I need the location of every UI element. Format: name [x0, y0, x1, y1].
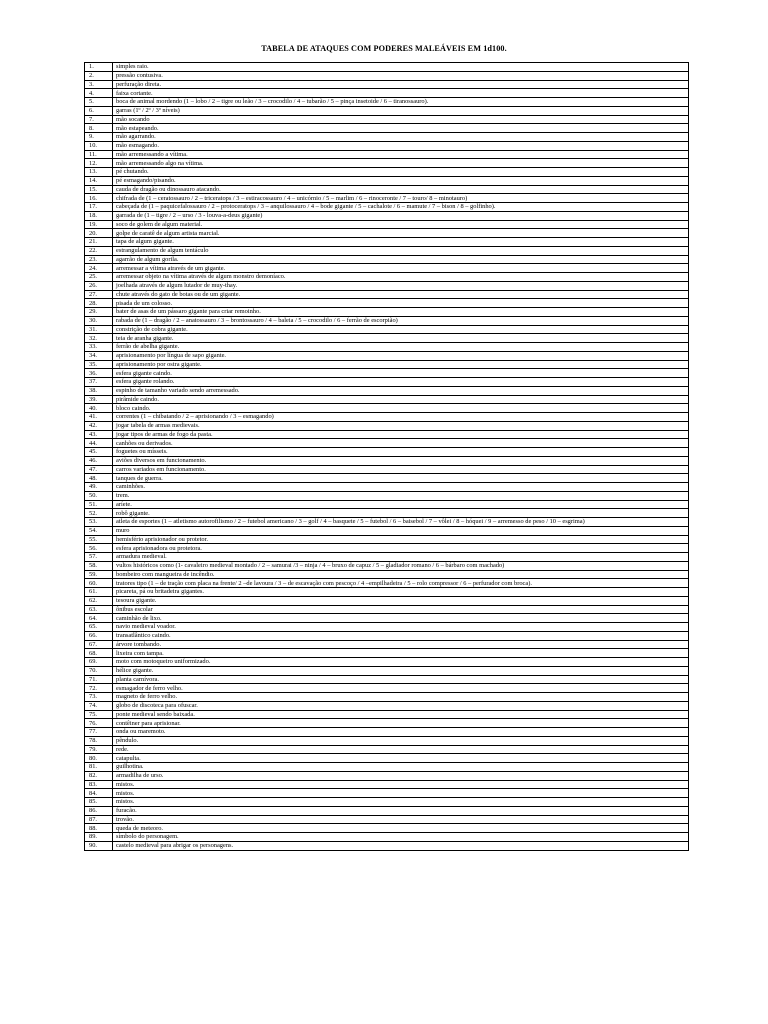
row-description: globo de discoteca para ofuscar. — [113, 701, 689, 710]
row-description: armadilha de urso. — [113, 771, 689, 780]
table-row — [85, 474, 689, 483]
row-description: aviões diversos em funcionamento. — [113, 456, 689, 465]
attacks-table — [84, 62, 689, 851]
row-description: trem. — [113, 491, 689, 500]
row-description: bombeiro com mangueira de incêndio. — [113, 570, 689, 579]
row-description: pressão contusiva. — [113, 71, 689, 80]
row-description: boca de animal mordendo (1 – lobo / 2 – tigre ou leão / 3 – crocodilo / 4 – tubarão / 5 – pinça insetoide / 6 – tiranossauro). — [113, 98, 689, 107]
table-row — [85, 728, 689, 737]
table-row — [85, 185, 689, 194]
table-row — [85, 841, 689, 850]
row-description: aprisionamento por língua de sapo gigante. — [113, 351, 689, 360]
row-description: pé esmagando/pisando. — [113, 176, 689, 185]
table-row — [85, 526, 689, 535]
table-row — [85, 649, 689, 658]
row-number: 33. — [85, 343, 113, 352]
row-description: aríete. — [113, 500, 689, 509]
row-number: 60. — [85, 579, 113, 588]
row-description: furacão. — [113, 806, 689, 815]
row-description: cabeçada de (1 – paquicefalossauro / 2 – protoceratops / 3 – anquilossauro / 4 – bode gigante / 5 – cachalote / 6 – mamute / 7 – bison / 8 – golfinho). — [113, 203, 689, 212]
row-number: 5. — [85, 98, 113, 107]
table-row — [85, 378, 689, 387]
row-description: canhões ou derivados. — [113, 439, 689, 448]
row-description: tanques de guerra. — [113, 474, 689, 483]
table-row — [85, 518, 689, 527]
table-row — [85, 211, 689, 220]
row-number: 41. — [85, 413, 113, 422]
row-number: 17. — [85, 203, 113, 212]
row-description: arremessar objeto na vítima através de algum monstro demoníaco. — [113, 273, 689, 282]
row-number: 81. — [85, 763, 113, 772]
row-number: 66. — [85, 631, 113, 640]
row-number: 42. — [85, 421, 113, 430]
table-row — [85, 815, 689, 824]
row-number: 87. — [85, 815, 113, 824]
row-number: 63. — [85, 605, 113, 614]
table-row — [85, 684, 689, 693]
row-description: pé chutando. — [113, 168, 689, 177]
row-number: 15. — [85, 185, 113, 194]
row-number: 84. — [85, 789, 113, 798]
row-number: 18. — [85, 211, 113, 220]
table-row — [85, 579, 689, 588]
row-description: garras (1º / 2º / 3º níveis) — [113, 106, 689, 115]
table-row — [85, 798, 689, 807]
row-number: 77. — [85, 728, 113, 737]
row-number: 31. — [85, 325, 113, 334]
row-number: 34. — [85, 351, 113, 360]
table-row — [85, 465, 689, 474]
row-number: 75. — [85, 710, 113, 719]
row-description: mão socando — [113, 115, 689, 124]
table-row — [85, 745, 689, 754]
row-number: 58. — [85, 561, 113, 570]
row-number: 70. — [85, 666, 113, 675]
table-row — [85, 614, 689, 623]
attacks-table-body — [85, 63, 689, 851]
row-number: 32. — [85, 334, 113, 343]
row-description: hemisfério aprisionador ou protetor. — [113, 535, 689, 544]
row-description: vultos históricos como (1- cavaleiro medieval montado / 2 – samurai /3 – ninja / 4 – bruxo de capuz / 5 – gladiador romano / 6 – bárbaro com machado) — [113, 561, 689, 570]
row-number: 30. — [85, 316, 113, 325]
table-row — [85, 596, 689, 605]
row-description: trovão. — [113, 815, 689, 824]
row-description: perfuração direta. — [113, 80, 689, 89]
row-number: 86. — [85, 806, 113, 815]
row-description: chute através do gato de botas ou de um gigante. — [113, 290, 689, 299]
row-number: 29. — [85, 308, 113, 317]
table-row — [85, 106, 689, 115]
row-description: esfera gigante rolando. — [113, 378, 689, 387]
row-number: 35. — [85, 360, 113, 369]
row-number: 22. — [85, 246, 113, 255]
row-number: 83. — [85, 780, 113, 789]
row-number: 23. — [85, 255, 113, 264]
row-description: planta carnívora. — [113, 675, 689, 684]
row-description: garrada de (1 – tigre / 2 – urso / 3 - louva-a-deus gigante) — [113, 211, 689, 220]
table-row — [85, 316, 689, 325]
table-row — [85, 553, 689, 562]
row-number: 88. — [85, 824, 113, 833]
row-number: 12. — [85, 159, 113, 168]
table-row — [85, 763, 689, 772]
table-row — [85, 299, 689, 308]
row-description: correntes (1 – chibatando / 2 – aprisionando / 3 – esmagando) — [113, 413, 689, 422]
table-row — [85, 640, 689, 649]
row-description: golpe de caratê de algum artista marcial. — [113, 229, 689, 238]
table-row — [85, 404, 689, 413]
table-row — [85, 570, 689, 579]
row-description: tapa de algum gigante. — [113, 238, 689, 247]
row-number: 47. — [85, 465, 113, 474]
row-number: 6. — [85, 106, 113, 115]
table-row — [85, 535, 689, 544]
row-description: bloco caindo. — [113, 404, 689, 413]
table-row — [85, 456, 689, 465]
table-row — [85, 273, 689, 282]
row-number: 48. — [85, 474, 113, 483]
table-row — [85, 386, 689, 395]
row-number: 73. — [85, 693, 113, 702]
row-number: 37. — [85, 378, 113, 387]
table-row — [85, 351, 689, 360]
row-number: 52. — [85, 509, 113, 518]
row-number: 71. — [85, 675, 113, 684]
row-description: pisada de um colosso. — [113, 299, 689, 308]
table-row — [85, 500, 689, 509]
row-number: 62. — [85, 596, 113, 605]
row-number: 3. — [85, 80, 113, 89]
row-number: 38. — [85, 386, 113, 395]
row-number: 90. — [85, 841, 113, 850]
table-row — [85, 631, 689, 640]
row-number: 72. — [85, 684, 113, 693]
table-row — [85, 281, 689, 290]
table-row — [85, 360, 689, 369]
table-row — [85, 255, 689, 264]
row-description: onda ou maremoto. — [113, 728, 689, 737]
row-number: 36. — [85, 369, 113, 378]
row-number: 46. — [85, 456, 113, 465]
row-number: 39. — [85, 395, 113, 404]
table-row — [85, 343, 689, 352]
row-number: 61. — [85, 588, 113, 597]
row-description: teia de aranha gigante. — [113, 334, 689, 343]
row-description: lixeira com tampa. — [113, 649, 689, 658]
row-description: foguetes ou mísseis. — [113, 448, 689, 457]
table-row — [85, 308, 689, 317]
row-number: 80. — [85, 754, 113, 763]
row-description: mão arremessando algo na vítima. — [113, 159, 689, 168]
row-number: 49. — [85, 483, 113, 492]
row-description: mistos. — [113, 780, 689, 789]
page-title: TABELA DE ATAQUES COM PODERES MALEÁVEIS EM 1d100. — [261, 44, 507, 53]
row-number: 27. — [85, 290, 113, 299]
row-number: 43. — [85, 430, 113, 439]
row-number: 44. — [85, 439, 113, 448]
row-number: 11. — [85, 150, 113, 159]
row-description: soco de golem de algum material. — [113, 220, 689, 229]
row-description: esmagador de ferro velho. — [113, 684, 689, 693]
row-description: símbolo do personagem. — [113, 833, 689, 842]
table-row — [85, 220, 689, 229]
table-row — [85, 588, 689, 597]
row-description: tratores tipo (1 – de tração com placa na frente/ 2 –de lavoura / 3 – de escavação com pescoço / 4 –empilhadeira / 5 – rolo compressor / 6 – perfurador com broca). — [113, 579, 689, 588]
table-row — [85, 98, 689, 107]
row-description: simples raio. — [113, 63, 689, 72]
table-row — [85, 168, 689, 177]
row-number: 4. — [85, 89, 113, 98]
table-row — [85, 675, 689, 684]
row-number: 74. — [85, 701, 113, 710]
row-description: mão arremessando a vítima. — [113, 150, 689, 159]
row-number: 53. — [85, 518, 113, 527]
row-number: 24. — [85, 264, 113, 273]
row-number: 79. — [85, 745, 113, 754]
table-row — [85, 229, 689, 238]
row-description: atleta de esportes (1 – atletismo autorofilismo / 2 – futebol americano / 3 – golf / 4 – basquete / 5 – futebol / 6 – baisebol / 7 – vôlei / 8 – hóquei / 9 – arremesso de peso / 10 – esgrima) — [113, 518, 689, 527]
row-description: cauda de dragão ou dinossauro atacando. — [113, 185, 689, 194]
table-row — [85, 150, 689, 159]
row-number: 67. — [85, 640, 113, 649]
row-description: mão agarrando. — [113, 133, 689, 142]
row-description: castelo medieval para abrigar os personagens. — [113, 841, 689, 850]
table-row — [85, 439, 689, 448]
table-row — [85, 238, 689, 247]
table-row — [85, 176, 689, 185]
row-number: 2. — [85, 71, 113, 80]
table-row — [85, 141, 689, 150]
row-description: árvore tombando. — [113, 640, 689, 649]
table-row — [85, 124, 689, 133]
row-number: 64. — [85, 614, 113, 623]
row-description: chifrada de (1 – ceratossauro / 2 – triceratops / 3 – estiracossauro / 4 – unicórnio / 5 – marlim / 6 – rinoceronte / 7 – touro/ 8 – minotauro) — [113, 194, 689, 203]
row-number: 85. — [85, 798, 113, 807]
table-row — [85, 246, 689, 255]
row-number: 51. — [85, 500, 113, 509]
row-description: guilhotina. — [113, 763, 689, 772]
table-row — [85, 483, 689, 492]
table-row — [85, 666, 689, 675]
row-description: magneto de ferro velho. — [113, 693, 689, 702]
row-description: queda de meteoro. — [113, 824, 689, 833]
row-description: caminhões. — [113, 483, 689, 492]
table-row — [85, 544, 689, 553]
row-number: 9. — [85, 133, 113, 142]
row-number: 45. — [85, 448, 113, 457]
table-row — [85, 736, 689, 745]
row-description: pirâmide caindo. — [113, 395, 689, 404]
row-number: 10. — [85, 141, 113, 150]
row-description: estrangulamento de algum tentáculo — [113, 246, 689, 255]
table-row — [85, 605, 689, 614]
row-number: 21. — [85, 238, 113, 247]
table-row — [85, 693, 689, 702]
row-description: espinho de tamanho variado sendo arremessado. — [113, 386, 689, 395]
row-number: 16. — [85, 194, 113, 203]
table-row — [85, 754, 689, 763]
row-description: joelhada através de algum lutador de muy-thay. — [113, 281, 689, 290]
row-number: 82. — [85, 771, 113, 780]
table-row — [85, 509, 689, 518]
table-row — [85, 701, 689, 710]
row-number: 56. — [85, 544, 113, 553]
table-row — [85, 806, 689, 815]
row-number: 40. — [85, 404, 113, 413]
row-description: ponte medieval sendo baixada. — [113, 710, 689, 719]
row-number: 89. — [85, 833, 113, 842]
row-description: pêndulo. — [113, 736, 689, 745]
table-row — [85, 710, 689, 719]
row-description: mistos. — [113, 789, 689, 798]
row-description: picareta, pá ou britadeira gigantes. — [113, 588, 689, 597]
row-description: caminhão de lixo. — [113, 614, 689, 623]
row-description: mão esmagando. — [113, 141, 689, 150]
row-number: 14. — [85, 176, 113, 185]
row-number: 19. — [85, 220, 113, 229]
row-number: 1. — [85, 63, 113, 72]
table-row — [85, 369, 689, 378]
table-row — [85, 491, 689, 500]
table-row — [85, 623, 689, 632]
table-row — [85, 789, 689, 798]
table-row — [85, 290, 689, 299]
table-row — [85, 71, 689, 80]
row-number: 68. — [85, 649, 113, 658]
table-row — [85, 325, 689, 334]
table-row — [85, 115, 689, 124]
table-row — [85, 264, 689, 273]
row-description: transatlântico caindo. — [113, 631, 689, 640]
row-description: aprisionamento por ostra gigante. — [113, 360, 689, 369]
row-description: navio medieval voador. — [113, 623, 689, 632]
table-row — [85, 448, 689, 457]
table-row — [85, 133, 689, 142]
table-row — [85, 63, 689, 72]
row-number: 57. — [85, 553, 113, 562]
row-description: hélice gigante. — [113, 666, 689, 675]
table-row — [85, 159, 689, 168]
row-description: mistos. — [113, 798, 689, 807]
table-row — [85, 395, 689, 404]
table-row — [85, 80, 689, 89]
row-description: arremessar a vítima através de um gigante. — [113, 264, 689, 273]
row-description: rabada de (1 – dragão / 2 – anatossauro / 3 – brontossauro / 4 – baleia / 5 – crocodilo / 6 – ferrão de escorpião) — [113, 316, 689, 325]
row-description: muro — [113, 526, 689, 535]
table-row — [85, 334, 689, 343]
row-description: moto com motoqueiro uniformizado. — [113, 658, 689, 667]
table-row — [85, 833, 689, 842]
row-description: mão estapeando. — [113, 124, 689, 133]
row-description: agarrão de algum gorila. — [113, 255, 689, 264]
row-description: bater de asas de um pássaro gigante para criar remoinho. — [113, 308, 689, 317]
table-row — [85, 421, 689, 430]
row-description: robô gigante. — [113, 509, 689, 518]
row-description: esfera gigante caindo. — [113, 369, 689, 378]
row-number: 20. — [85, 229, 113, 238]
row-number: 76. — [85, 719, 113, 728]
row-description: esfera aprisionadora ou protetora. — [113, 544, 689, 553]
row-description: constrição de cobra gigante. — [113, 325, 689, 334]
row-number: 50. — [85, 491, 113, 500]
row-number: 59. — [85, 570, 113, 579]
table-row — [85, 194, 689, 203]
row-number: 28. — [85, 299, 113, 308]
row-description: ônibus escolar — [113, 605, 689, 614]
row-description: tesoura gigante. — [113, 596, 689, 605]
row-number: 26. — [85, 281, 113, 290]
table-row — [85, 771, 689, 780]
row-description: contêiner para aprisionar. — [113, 719, 689, 728]
row-description: jogar tabela de armas medievais. — [113, 421, 689, 430]
table-row — [85, 824, 689, 833]
row-description: ferrão de abelha gigante. — [113, 343, 689, 352]
row-number: 13. — [85, 168, 113, 177]
row-number: 78. — [85, 736, 113, 745]
row-description: jogar tipos de armas de fogo da pasta. — [113, 430, 689, 439]
row-number: 65. — [85, 623, 113, 632]
row-number: 25. — [85, 273, 113, 282]
table-row — [85, 719, 689, 728]
row-number: 69. — [85, 658, 113, 667]
row-number: 55. — [85, 535, 113, 544]
row-number: 8. — [85, 124, 113, 133]
row-number: 54. — [85, 526, 113, 535]
table-row — [85, 430, 689, 439]
row-description: carros variados em funcionamento. — [113, 465, 689, 474]
row-description: rede. — [113, 745, 689, 754]
row-description: faixa cortante. — [113, 89, 689, 98]
table-row — [85, 658, 689, 667]
row-description: armadura medieval. — [113, 553, 689, 562]
table-row — [85, 89, 689, 98]
table-row — [85, 561, 689, 570]
table-row — [85, 780, 689, 789]
row-number: 7. — [85, 115, 113, 124]
table-row — [85, 413, 689, 422]
table-row — [85, 203, 689, 212]
row-description: catapulta. — [113, 754, 689, 763]
